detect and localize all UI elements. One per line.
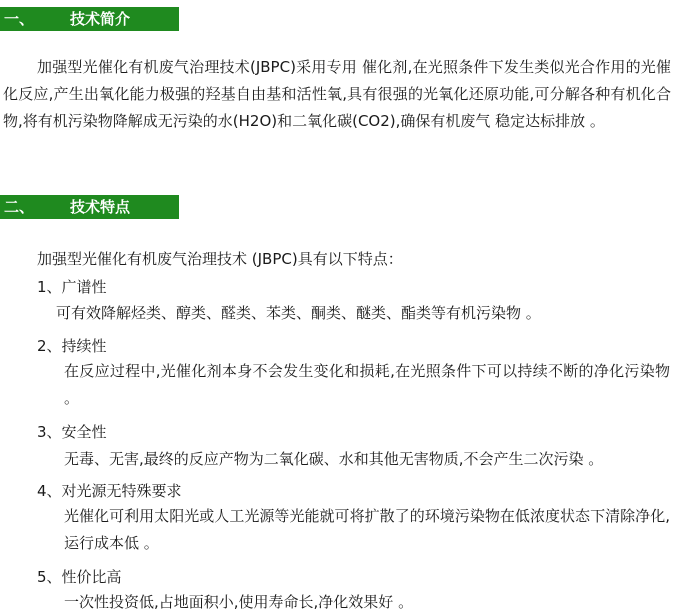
feature-item-desc: 可有效降解烃类、醇类、醛类、苯类、酮类、醚类、酯类等有机污染物 。 xyxy=(56,304,541,322)
section-number: 二、 xyxy=(4,198,35,216)
feature-item-title: 1、广谱性 xyxy=(37,278,107,296)
feature-item-desc: 无毒、无害,最终的反应产物为二氧化碳、水和其他无害物质,不会产生二次污染 。 xyxy=(64,450,604,468)
feature-item-title: 4、对光源无特殊要求 xyxy=(37,482,182,500)
section-title: 技术特点 xyxy=(70,198,131,216)
intro-paragraph: 加强型光催化有机废气治理技术(JBPC)采用专用 催化剂,在光照条件下发生类似光合作用的光催化反应,产生出氧化能力极强的羟基自由基和活性氧,具有很强的光氧化还原功能,可分解各种有机化合物,将有机污染物降解成无污染的水(H2O)和二氧化碳(CO2),确保有机废气 稳定达标排放 。 xyxy=(3,58,671,130)
feature-item-title: 2、持续性 xyxy=(37,337,107,355)
section-header-features xyxy=(0,195,179,219)
feature-item-desc: 一次性投资低,占地面积小,使用寿命长,净化效果好 。 xyxy=(64,593,414,611)
feature-item-title: 3、安全性 xyxy=(37,423,107,441)
features-intro: 加强型光催化有机废气治理技术 (JBPC)具有以下特点： xyxy=(37,250,403,268)
section-number: 一、 xyxy=(4,10,35,28)
feature-item-title: 5、性价比高 xyxy=(37,568,122,586)
feature-item-desc: 在反应过程中,光催化剂本身不会发生变化和损耗,在光照条件下可以持续不断的净化污染物 。 xyxy=(64,362,670,407)
feature-item-desc: 光催化可利用太阳光或人工光源等光能就可将扩散了的环境污染物在低浓度状态下清除净化,运行成本低 。 xyxy=(64,507,670,552)
section-header-intro xyxy=(0,7,179,31)
section-title: 技术简介 xyxy=(70,10,131,28)
